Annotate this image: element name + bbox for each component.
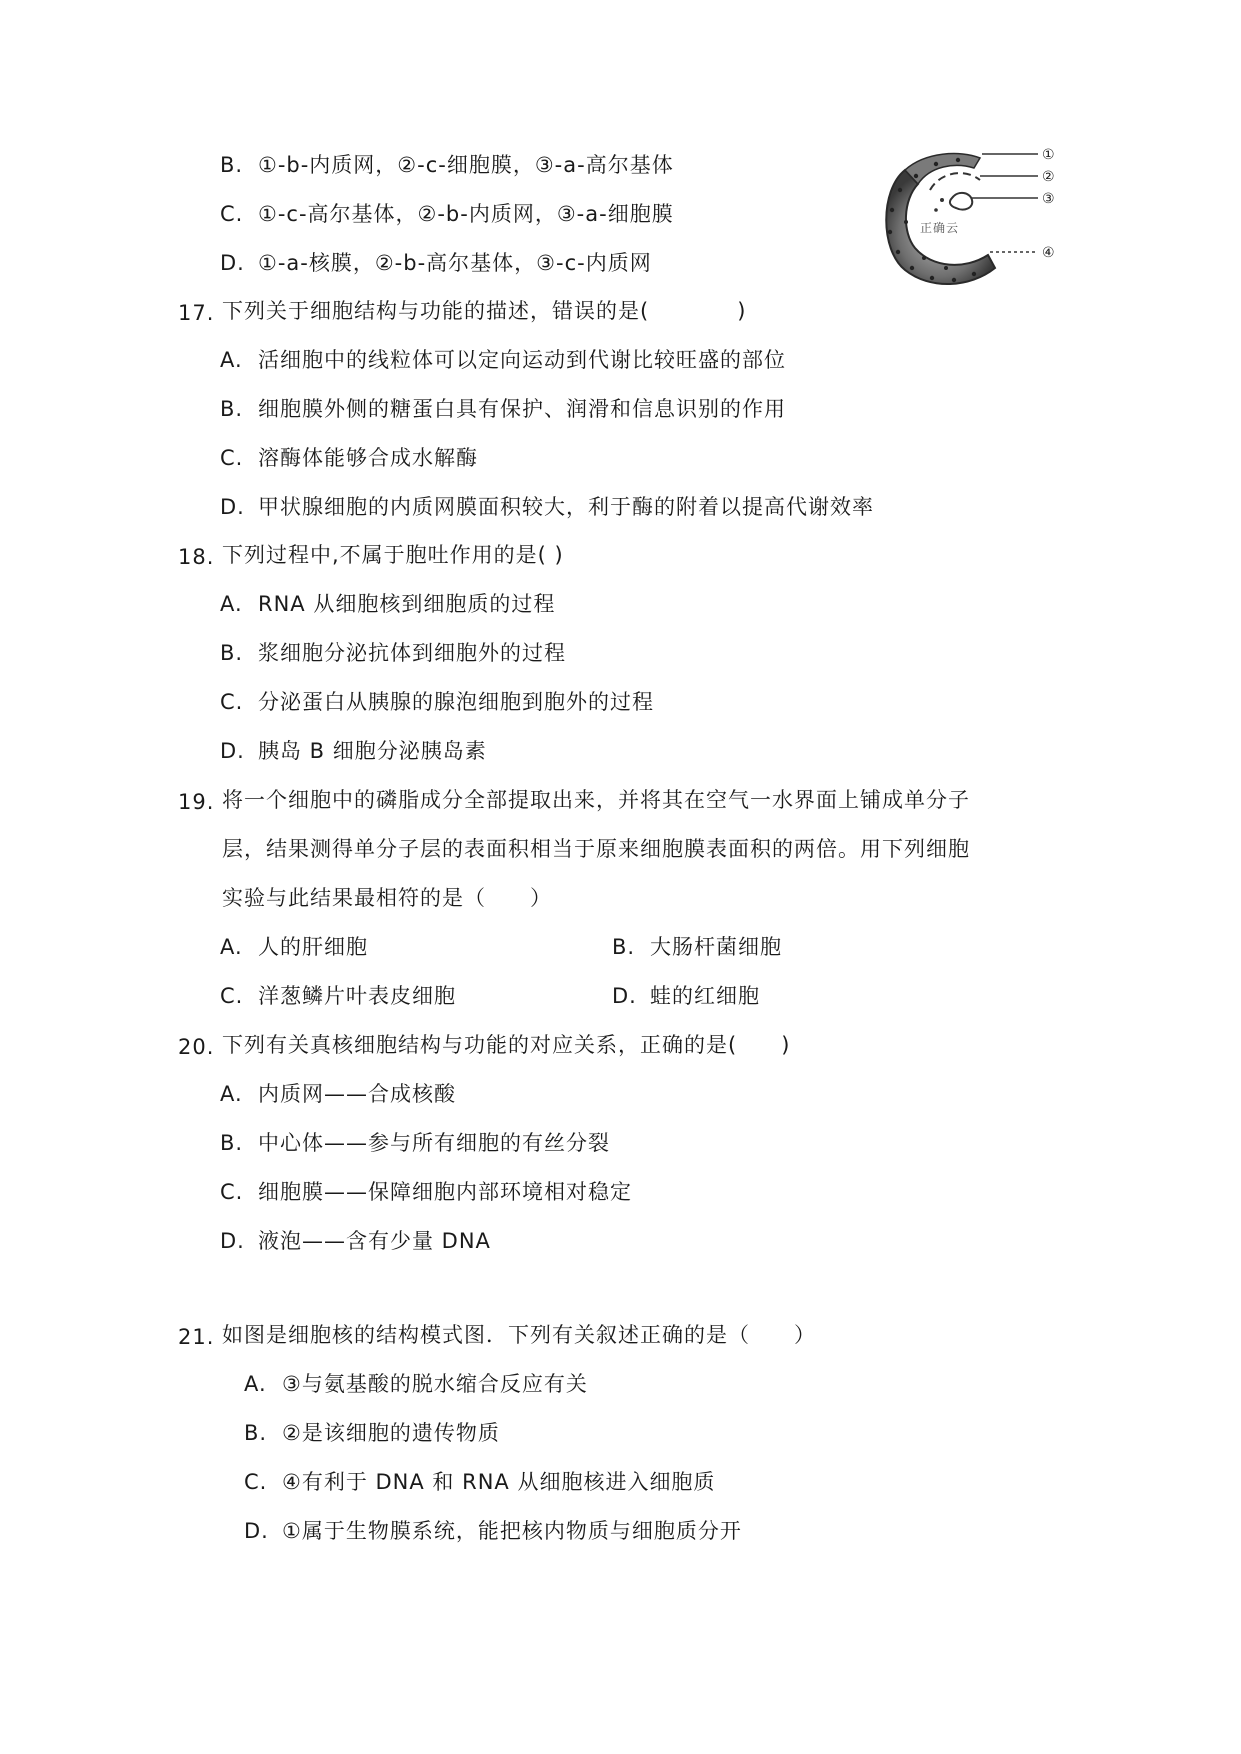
q20-option-d bbox=[220, 1226, 491, 1256]
option-letter: C. bbox=[220, 446, 244, 470]
q17-option-b bbox=[220, 394, 786, 424]
option-text: ④有利于 DNA 和 RNA 从细胞核进入细胞质 bbox=[282, 1470, 716, 1494]
q17-stem: 下列关于细胞结构与功能的描述，错误的是( ) bbox=[222, 299, 747, 323]
option-text: 人的肝细胞 bbox=[258, 935, 368, 959]
q16-option-b bbox=[220, 150, 674, 180]
figure-label-4: ④ bbox=[1042, 245, 1056, 261]
q20-option-b bbox=[220, 1128, 610, 1158]
q19-option-a bbox=[220, 932, 368, 962]
option-text: 甲状腺细胞的内质网膜面积较大，利于酶的附着以提高代谢效率 bbox=[258, 495, 874, 519]
option-letter: B. bbox=[220, 397, 244, 421]
q21-option-d bbox=[244, 1516, 742, 1546]
figure-label-3: ③ bbox=[1042, 191, 1056, 207]
q17-number: 17. bbox=[178, 301, 215, 325]
option-text: 细胞膜外侧的糖蛋白具有保护、润滑和信息识别的作用 bbox=[258, 397, 786, 421]
figure-watermark: 正确云 bbox=[920, 221, 960, 235]
option-letter: A. bbox=[244, 1372, 267, 1396]
option-letter: C. bbox=[220, 984, 244, 1008]
option-letter: C. bbox=[220, 202, 244, 226]
option-text: 浆细胞分泌抗体到细胞外的过程 bbox=[258, 641, 566, 665]
q21-option-c bbox=[244, 1467, 715, 1497]
figure-label-2: ② bbox=[1042, 169, 1056, 185]
option-letter: D. bbox=[220, 495, 245, 519]
option-letter: A. bbox=[220, 1082, 243, 1106]
q19-option-b bbox=[612, 932, 782, 962]
option-text: ③与氨基酸的脱水缩合反应有关 bbox=[282, 1372, 588, 1396]
q19-stem-line-3: 实验与此结果最相符的是（ ） bbox=[222, 886, 552, 910]
q19-option-c bbox=[220, 981, 456, 1011]
option-text: 洋葱鳞片叶表皮细胞 bbox=[258, 984, 456, 1008]
option-letter: A. bbox=[220, 592, 243, 616]
option-letter: D. bbox=[220, 739, 245, 763]
option-text: 分泌蛋白从胰腺的腺泡细胞到胞外的过程 bbox=[258, 690, 654, 714]
q18-option-c bbox=[220, 687, 654, 717]
option-text: 中心体——参与所有细胞的有丝分裂 bbox=[258, 1131, 610, 1155]
option-letter: B. bbox=[612, 935, 636, 959]
q20-option-c bbox=[220, 1177, 632, 1207]
q18-option-a bbox=[220, 589, 555, 619]
q18-option-b bbox=[220, 638, 566, 668]
option-letter: D. bbox=[612, 984, 637, 1008]
option-text: 活细胞中的线粒体可以定向运动到代谢比较旺盛的部位 bbox=[258, 348, 786, 372]
option-letter: B. bbox=[220, 641, 244, 665]
q16-option-d bbox=[220, 248, 652, 278]
q17-option-d bbox=[220, 492, 874, 522]
q19-stem-line-1: 将一个细胞中的磷脂成分全部提取出来，并将其在空气一水界面上铺成单分子 bbox=[222, 788, 970, 812]
option-letter: B. bbox=[220, 1131, 244, 1155]
q17-option-a bbox=[220, 345, 786, 375]
option-text: 胰岛 B 细胞分泌胰岛素 bbox=[258, 739, 487, 763]
q18-number: 18. bbox=[178, 545, 215, 569]
option-letter: A. bbox=[220, 935, 243, 959]
q19-option-d bbox=[612, 981, 760, 1011]
nucleus-diagram bbox=[870, 140, 1070, 300]
q21-option-a bbox=[244, 1369, 588, 1399]
option-text: ①-c-高尔基体，②-b-内质网，③-a-细胞膜 bbox=[258, 202, 674, 226]
option-text: 蛙的红细胞 bbox=[650, 984, 760, 1008]
q19-stem-line-2: 层，结果测得单分子层的表面积相当于原来细胞膜表面积的两倍。用下列细胞 bbox=[222, 837, 970, 861]
option-text: ②是该细胞的遗传物质 bbox=[282, 1421, 500, 1445]
option-text: 大肠杆菌细胞 bbox=[650, 935, 782, 959]
q20-number: 20. bbox=[178, 1035, 215, 1059]
option-letter: C. bbox=[244, 1470, 268, 1494]
option-letter: D. bbox=[244, 1519, 269, 1543]
nucleolus-shape bbox=[950, 193, 972, 210]
option-text: ①-b-内质网，②-c-细胞膜，③-a-高尔基体 bbox=[258, 153, 674, 177]
option-text: 溶酶体能够合成水解酶 bbox=[258, 446, 478, 470]
option-text: ①属于生物膜系统，能把核内物质与细胞质分开 bbox=[282, 1519, 742, 1543]
q18-option-d bbox=[220, 736, 487, 766]
option-letter: B. bbox=[244, 1421, 268, 1445]
q21-number: 21. bbox=[178, 1325, 215, 1349]
option-letter: D. bbox=[220, 1229, 245, 1253]
q20-option-a bbox=[220, 1079, 456, 1109]
q18-stem: 下列过程中,不属于胞吐作用的是( ) bbox=[222, 543, 564, 567]
option-text: 细胞膜——保障细胞内部环境相对稳定 bbox=[258, 1180, 632, 1204]
q21-option-b bbox=[244, 1418, 500, 1448]
option-letter: C. bbox=[220, 690, 244, 714]
option-text: 内质网——合成核酸 bbox=[258, 1082, 456, 1106]
option-text: 液泡——含有少量 DNA bbox=[258, 1229, 491, 1253]
option-letter: A. bbox=[220, 348, 243, 372]
option-letter: D. bbox=[220, 251, 245, 275]
q20-stem: 下列有关真核细胞结构与功能的对应关系，正确的是( ) bbox=[222, 1033, 791, 1057]
q19-number: 19. bbox=[178, 790, 215, 814]
option-text: ①-a-核膜，②-b-高尔基体，③-c-内质网 bbox=[258, 251, 652, 275]
option-text: RNA 从细胞核到细胞质的过程 bbox=[258, 592, 556, 616]
nucleus-figure bbox=[870, 140, 1070, 300]
q21-stem: 如图是细胞核的结构模式图．下列有关叙述正确的是（ ） bbox=[222, 1323, 816, 1347]
option-letter: B. bbox=[220, 153, 244, 177]
figure-label-1: ① bbox=[1042, 147, 1056, 163]
q17-option-c bbox=[220, 443, 478, 473]
q16-option-c bbox=[220, 199, 674, 229]
option-letter: C. bbox=[220, 1180, 244, 1204]
